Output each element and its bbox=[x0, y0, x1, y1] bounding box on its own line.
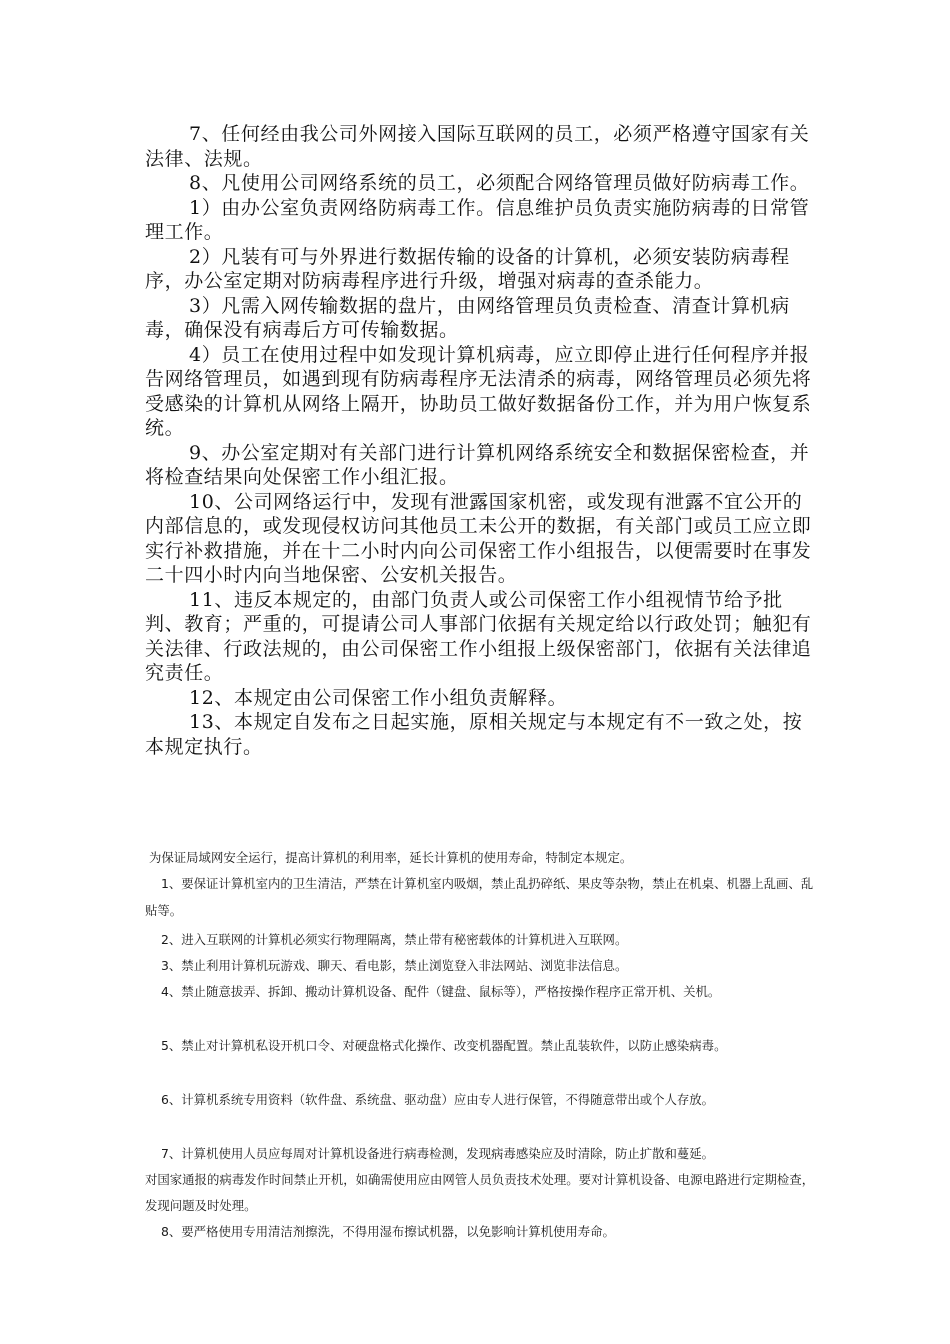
rule-6: 6、计算机系统专用资料（软件盘、系统盘、驱动盘）应由专人进行保管，不得随意带出或个人存放。 bbox=[161, 1092, 715, 1107]
rule-2: 2、进入互联网的计算机必须实行物理隔离，禁止带有秘密载体的计算机进入互联网。 bbox=[161, 932, 628, 947]
clause-10: 10、公司网络运行中，发现有泄露国家机密，或发现有泄露不宜公开的内部信息的，或发现侵权访问其他员工未公开的数据，有关部门或员工应立即实行补救措施，并在十二小时内向公司保密工作小组报告，以便需要时在事发二十四小时内向当地保密、公安机关报告。 bbox=[145, 490, 812, 586]
rule-1: 1、要保证计算机室内的卫生清洁，严禁在计算机室内吸烟，禁止乱扔碎纸、果皮等杂物，禁止在机桌、机器上乱画、乱贴等。 bbox=[145, 876, 814, 918]
clause-11: 11、违反本规定的，由部门负责人或公司保密工作小组视情节给予批判、教育；严重的，可提请公司人事部门依据有关规定给以行政处罚；触犯有关法律、行政法规的，由公司保密工作小组报上级保密部门，依据有关法律追究责任。 bbox=[145, 588, 812, 684]
clause-8-item-4: 4）员工在使用过程中如发现计算机病毒，应立即停止进行任何程序并报告网络管理员，如遇到现有防病毒程序无法清杀的病毒，网络管理员必须先将受感染的计算机从网络上隔开，协助员工做好数据备份工作，并为用户恢复系统。 bbox=[145, 343, 812, 439]
clause-9: 9、办公室定期对有关部门进行计算机网络系统安全和数据保密检查，并将检查结果向处保密工作小组汇报。 bbox=[145, 441, 810, 488]
clause-8-item-3: 3）凡需入网传输数据的盘片，由网络管理员负责检查、清查计算机病毒，确保没有病毒后方可传输数据。 bbox=[145, 294, 790, 341]
clause-8-item-1: 1）由办公室负责网络防病毒工作。信息维护员负责实施防病毒的日常管理工作。 bbox=[145, 196, 810, 243]
rule-7-continued: 对国家通报的病毒发作时间禁止开机，如确需使用应由网管人员负责技术处理。要对计算机设备、电源电路进行定期检查，发现问题及时处理。 bbox=[145, 1172, 815, 1213]
clause-13: 13、本规定自发布之日起实施，原相关规定与本规定有不一致之处，按本规定执行。 bbox=[145, 711, 803, 758]
clause-12: 12、本规定由公司保密工作小组负责解释。 bbox=[189, 686, 568, 709]
clause-8: 8、凡使用公司网络系统的员工，必须配合网络管理员做好防病毒工作。 bbox=[189, 172, 810, 194]
rules-intro: 为保证局域网安全运行，提高计算机的利用率，延长计算机的使用寿命，特制定本规定。 bbox=[149, 850, 633, 865]
rule-7: 7、计算机使用人员应每周对计算机设备进行病毒检测，发现病毒感染应及时清除，防止扩散和蔓延。 bbox=[161, 1146, 715, 1161]
regulation-section-continued bbox=[145, 122, 815, 759]
rule-8: 8、要严格使用专用清洁剂擦洗，不得用湿布擦试机器，以免影响计算机使用寿命。 bbox=[161, 1224, 615, 1239]
rule-3: 3、禁止利用计算机玩游戏、聊天、看电影，禁止浏览登入非法网站、浏览非法信息。 bbox=[161, 958, 628, 973]
clause-7: 7、任何经由我公司外网接入国际互联网的员工，必须严格遵守国家有关法律、法规。 bbox=[145, 123, 810, 170]
rule-5: 5、禁止对计算机私设开机口令、对硬盘格式化操作、改变机器配置。禁止乱装软件，以防止感染病毒。 bbox=[161, 1038, 727, 1053]
rule-4: 4、禁止随意拔弄、拆卸、搬动计算机设备、配件（键盘、鼠标等），严格按操作程序正常开机、关机。 bbox=[161, 984, 721, 999]
computer-room-rules bbox=[145, 848, 817, 1245]
clause-8-item-2: 2）凡装有可与外界进行数据传输的设备的计算机，必须安装防病毒程序，办公室定期对防病毒程序进行升级，增强对病毒的查杀能力。 bbox=[145, 245, 790, 292]
